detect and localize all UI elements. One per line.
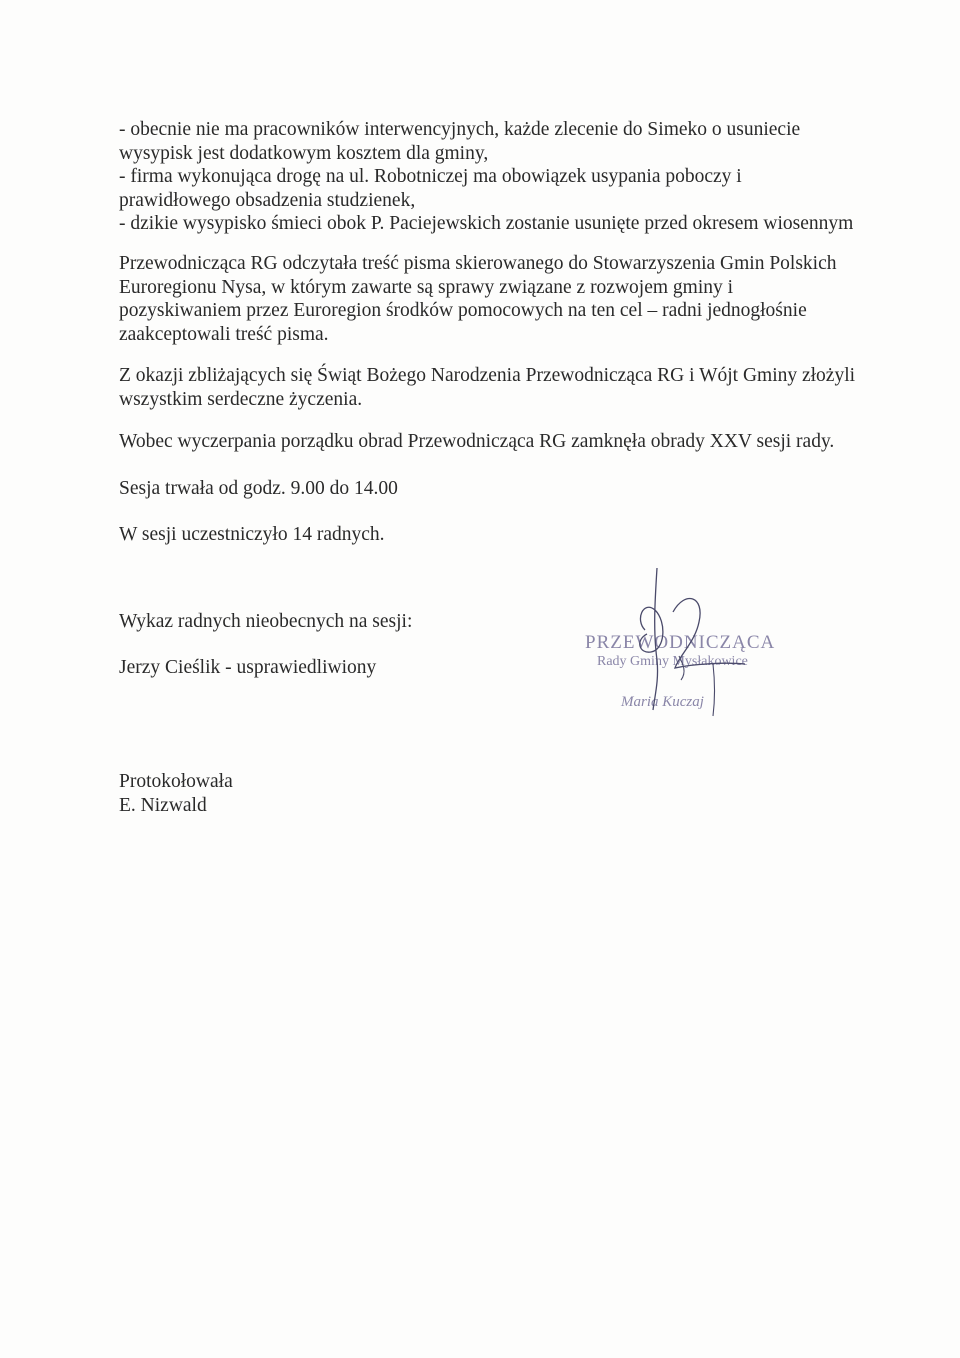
text-line: - firma wykonująca drogę na ul. Robotniczej ma obowiązek usypania poboczy i bbox=[119, 166, 742, 187]
paragraph-attendance bbox=[119, 523, 859, 547]
recorded-by-label: Protokołowała bbox=[119, 771, 233, 792]
stamp-subtitle: Rady Gminy Mysłakowice bbox=[597, 654, 748, 669]
text-line: Przewodnicząca RG odczytała treść pisma skierowanego do Stowarzyszenia Gmin Polskich bbox=[119, 253, 837, 274]
text-line: Sesja trwała od godz. 9.00 do 14.00 bbox=[119, 478, 398, 499]
recorded-by bbox=[119, 770, 859, 817]
recorded-by-name: E. Nizwald bbox=[119, 794, 207, 816]
chairwoman-stamp bbox=[585, 632, 805, 722]
text-line: - dzikie wysypisko śmieci obok P. Paciejewskich zostanie usunięte przed okresem wiosennym bbox=[119, 213, 854, 234]
stamp-title: PRZEWODNICZĄCA bbox=[585, 632, 776, 653]
text-line: - obecnie nie ma pracowników interwencyjnych, każde zlecenie do Simeko o usuniecie bbox=[119, 119, 801, 140]
text-line: Wykaz radnych nieobecnych na sesji: bbox=[119, 611, 413, 632]
text-line: wszystkim serdeczne życzenia. bbox=[119, 388, 363, 410]
text-line: Euroregionu Nysa, w którym zawarte są sprawy związane z rozwojem gminy i bbox=[119, 276, 734, 298]
text-line: pozyskiwaniem przez Euroregion środków pomocowych na ten cel – radni jednogłośnie bbox=[119, 300, 807, 321]
absent-item: Jerzy Cieślik - usprawiedliwiony bbox=[119, 657, 377, 678]
paragraph-duration bbox=[119, 477, 859, 501]
stamp-name: Maria Kuczaj bbox=[621, 694, 704, 710]
paragraph-wishes bbox=[119, 364, 859, 411]
text-line: W sesji uczestniczyło 14 radnych. bbox=[119, 524, 385, 545]
text-line: Z okazji zbliżających się Świąt Bożego Narodzenia Przewodnicząca RG i Wójt Gminy złożyli bbox=[119, 365, 856, 386]
paragraph-letter bbox=[119, 252, 859, 346]
absent-heading bbox=[119, 610, 859, 634]
text-line: zaakceptowali treść pisma. bbox=[119, 323, 329, 345]
text-line: Wobec wyczerpania porządku obrad Przewodnicząca RG zamknęła obrady XXV sesji rady. bbox=[119, 431, 835, 452]
text-line: wysypisk jest dodatkowym kosztem dla gminy, bbox=[119, 142, 489, 164]
paragraph-remarks bbox=[119, 118, 859, 236]
paragraph-closing bbox=[119, 430, 859, 454]
text-line: prawidłowego obsadzenia studzienek, bbox=[119, 189, 416, 211]
